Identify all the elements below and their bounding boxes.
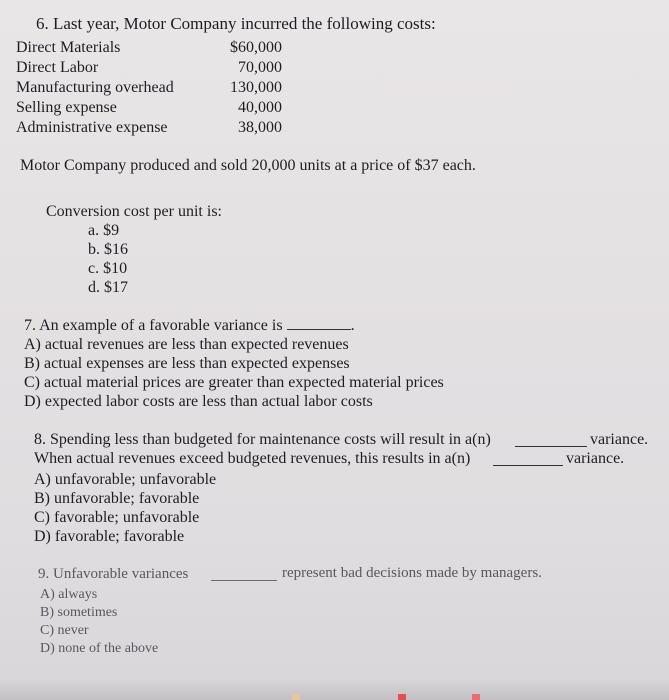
cost-table [16, 38, 282, 138]
q7-option-b: B) actual expenses are less than expected expenses [24, 355, 350, 372]
q7-stem: 7. An example of a favorable variance is [24, 317, 283, 334]
cost-row-administrative-expense [16, 118, 282, 138]
cost-value: 130,000 [230, 79, 282, 96]
q8-line2-end: variance. [566, 450, 625, 467]
cost-value: 38,000 [238, 119, 282, 136]
q8-option-b: B) unfavorable; favorable [34, 490, 200, 507]
cost-value: 70,000 [238, 59, 282, 76]
q9-option-b: B) sometimes [40, 605, 118, 620]
edge-mark [292, 694, 300, 700]
cost-label: Direct Materials [16, 39, 121, 56]
cost-row-direct-materials [16, 38, 282, 58]
q6-option-a: a. $9 [88, 222, 120, 239]
q6-question: Conversion cost per unit is: [46, 203, 222, 220]
q7-answer-blank [287, 329, 351, 330]
cost-row-manufacturing-overhead [16, 78, 282, 98]
q8-line2: When actual revenues exceed budgeted revenues, this results in a(n) [34, 450, 471, 467]
q8-option-a: A) unfavorable; unfavorable [34, 471, 217, 488]
edge-mark [398, 694, 406, 700]
q8-answer-blank-1 [515, 430, 587, 447]
q8-option-d: D) favorable; favorable [34, 528, 185, 545]
cost-label: Selling expense [16, 99, 117, 116]
cost-row-selling-expense [16, 98, 282, 118]
q8-answer-blank-2 [493, 449, 563, 466]
q8-line1-end: variance. [590, 431, 649, 448]
q9-stem-end: represent bad decisions made by managers. [282, 565, 542, 581]
q9-stem: 9. Unfavorable variances [38, 566, 189, 582]
q7-option-a: A) actual revenues are less than expected revenues [24, 336, 349, 353]
cost-label: Administrative expense [16, 119, 168, 136]
q9-answer-blank [211, 565, 277, 581]
cost-row-direct-labor [16, 58, 282, 78]
q6-option-c: c. $10 [88, 260, 128, 277]
q6-production-note: Motor Company produced and sold 20,000 units at a price of $37 each. [20, 157, 476, 174]
q9-option-a: A) always [40, 587, 98, 602]
cost-value: 40,000 [238, 99, 282, 116]
cost-label: Manufacturing overhead [16, 79, 174, 96]
q9-option-d: D) none of the above [40, 641, 159, 656]
cost-value: $60,000 [230, 39, 282, 56]
page-bottom-shadow [0, 678, 669, 700]
q7-stem-line [24, 316, 355, 335]
q8-line1: 8. Spending less than budgeted for maintenance costs will result in a(n) [34, 431, 491, 448]
q6-option-b: b. $16 [88, 241, 128, 258]
q7-option-c: C) actual material prices are greater than expected material prices [24, 374, 444, 391]
cost-label: Direct Labor [16, 59, 99, 76]
q6-option-d: d. $17 [88, 279, 128, 296]
edge-mark [472, 694, 480, 700]
q9-option-c: C) never [40, 623, 89, 638]
q7-stem-end: . [350, 317, 355, 334]
q6-heading: 6. Last year, Motor Company incurred the following costs: [36, 14, 436, 33]
q8-option-c: C) favorable; unfavorable [34, 509, 200, 526]
q7-option-d: D) expected labor costs are less than actual labor costs [24, 393, 373, 410]
